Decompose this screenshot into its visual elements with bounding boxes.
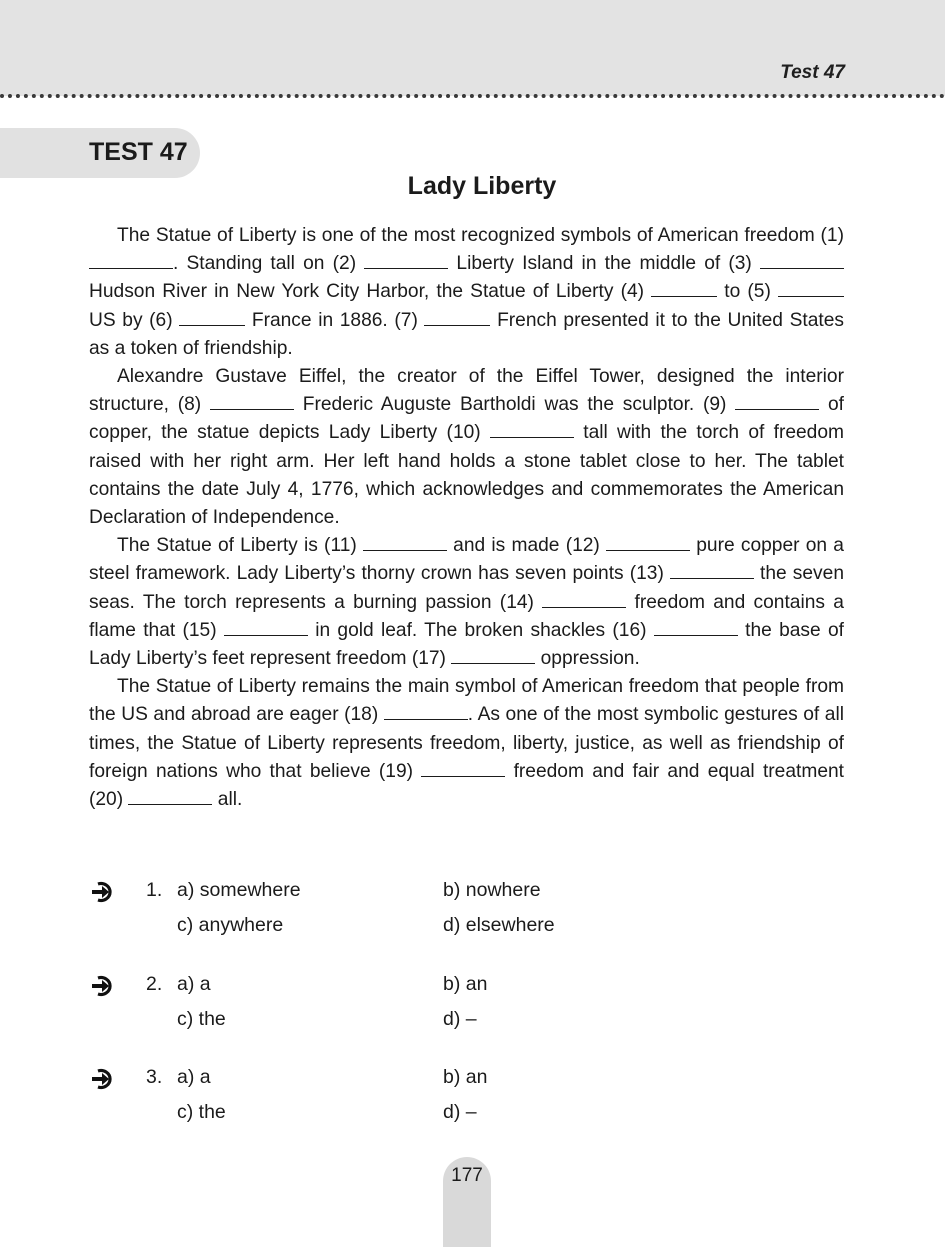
option-c[interactable]: c) the bbox=[177, 1008, 226, 1030]
blank-10 bbox=[490, 422, 574, 438]
option-a[interactable]: a) a bbox=[177, 1066, 211, 1088]
option-b[interactable]: b) an bbox=[443, 973, 488, 995]
text-run: freedom and fair and equal treatment (20) bbox=[89, 760, 844, 811]
blank-13 bbox=[670, 563, 754, 579]
circle-arrow-icon bbox=[90, 1066, 116, 1092]
blank-9 bbox=[735, 394, 819, 410]
blank-2 bbox=[364, 253, 448, 269]
blank-8 bbox=[210, 394, 294, 410]
test-label-tab bbox=[0, 128, 200, 178]
blank-11 bbox=[363, 535, 447, 551]
text-run: pure copper on a steel framework. Lady Liberty’s thorny crown has seven points (13) bbox=[89, 535, 844, 585]
text-run: US by (6) bbox=[89, 309, 180, 331]
option-d[interactable]: d) – bbox=[443, 1008, 477, 1030]
blank-16 bbox=[654, 620, 738, 636]
question-number: 2. bbox=[146, 973, 163, 995]
text-run: tall with the torch of freedom raised with her right arm. Her left hand holds a stone tablet close to her. The tablet contains the date July 4, 1776, which acknowledges and commemorates the American Declaration of Independence. bbox=[89, 422, 844, 529]
passage-title: Lady Liberty bbox=[407, 172, 557, 200]
question-3 bbox=[0, 1066, 945, 1146]
option-c[interactable]: c) anywhere bbox=[177, 914, 284, 936]
blank-3 bbox=[760, 253, 844, 269]
text-run: the base of Lady Liberty’s feet represent freedom (17) bbox=[89, 619, 844, 670]
text-run: Liberty Island in the middle of (3) bbox=[448, 253, 760, 275]
text-run: freedom and contains a flame that (15) bbox=[89, 591, 844, 641]
blank-5 bbox=[778, 281, 844, 297]
text-run: . As one of the most symbolic gestures of all times, the Statue of Liberty represents freedom, liberty, justice, as well as friendship of foreign nations who that believe (19) bbox=[89, 704, 844, 782]
text-run: The Statue of Liberty is one of the most recognized symbols of American freedom (1) bbox=[117, 225, 844, 246]
text-run: and is made (12) bbox=[446, 535, 607, 557]
question-number: 1. bbox=[146, 879, 163, 901]
circle-arrow-icon bbox=[90, 879, 116, 905]
blank-6 bbox=[179, 310, 245, 326]
circle-arrow-icon bbox=[90, 973, 116, 999]
option-c[interactable]: c) the bbox=[177, 1101, 226, 1123]
question-number: 3. bbox=[146, 1066, 163, 1088]
dotted-divider bbox=[0, 94, 945, 98]
paragraph-3 bbox=[89, 532, 844, 673]
text-run: The Statue of Liberty remains the main symbol of American freedom that people from the US and abroad are eager (18) bbox=[89, 676, 844, 726]
text-run: . Standing tall on (2) bbox=[173, 253, 365, 275]
option-a[interactable]: a) a bbox=[177, 973, 211, 995]
blank-20 bbox=[128, 789, 212, 805]
question-2 bbox=[0, 973, 945, 1053]
page-number: 177 bbox=[451, 1165, 483, 1186]
blank-7 bbox=[424, 310, 490, 326]
blank-15 bbox=[224, 620, 308, 636]
passage bbox=[89, 222, 844, 814]
text-run: oppression. bbox=[535, 648, 640, 670]
option-a[interactable]: a) somewhere bbox=[177, 879, 301, 901]
text-run: Frederic Auguste Bartholdi was the sculptor. (9) bbox=[293, 394, 736, 416]
option-d[interactable]: d) elsewhere bbox=[443, 914, 555, 936]
running-header-title: Test 47 bbox=[780, 62, 845, 83]
blank-4 bbox=[651, 281, 717, 297]
text-run: Hudson River in New York City Harbor, the Statue of Liberty (4) bbox=[89, 281, 652, 303]
option-d[interactable]: d) – bbox=[443, 1101, 477, 1123]
paragraph-2 bbox=[89, 363, 844, 532]
blank-14 bbox=[542, 592, 626, 608]
text-run: Alexandre Gustave Eiffel, the creator of the Eiffel Tower, designed the interior structure, (8) bbox=[89, 366, 844, 416]
blank-12 bbox=[606, 535, 690, 551]
text-run: to (5) bbox=[717, 281, 778, 303]
option-b[interactable]: b) nowhere bbox=[443, 879, 541, 901]
text-run: all. bbox=[212, 789, 243, 811]
text-run: France in 1886. (7) bbox=[245, 309, 425, 331]
option-b[interactable]: b) an bbox=[443, 1066, 488, 1088]
blank-17 bbox=[451, 648, 535, 664]
question-1 bbox=[0, 879, 945, 959]
text-run: in gold leaf. The broken shackles (16) bbox=[307, 619, 654, 641]
text-run: French presented it to the United States as a token of friendship. bbox=[89, 309, 844, 359]
blank-1 bbox=[89, 253, 173, 269]
text-run: the seven seas. The torch represents a burning passion (14) bbox=[89, 563, 844, 613]
blank-19 bbox=[421, 761, 505, 777]
text-run: of copper, the statue depicts Lady Liberty (10) bbox=[89, 394, 844, 444]
blank-18 bbox=[384, 704, 468, 720]
test-label: TEST 47 bbox=[89, 138, 188, 166]
paragraph-1 bbox=[89, 222, 844, 363]
paragraph-4 bbox=[89, 673, 844, 814]
text-run: The Statue of Liberty is (11) bbox=[117, 535, 363, 557]
